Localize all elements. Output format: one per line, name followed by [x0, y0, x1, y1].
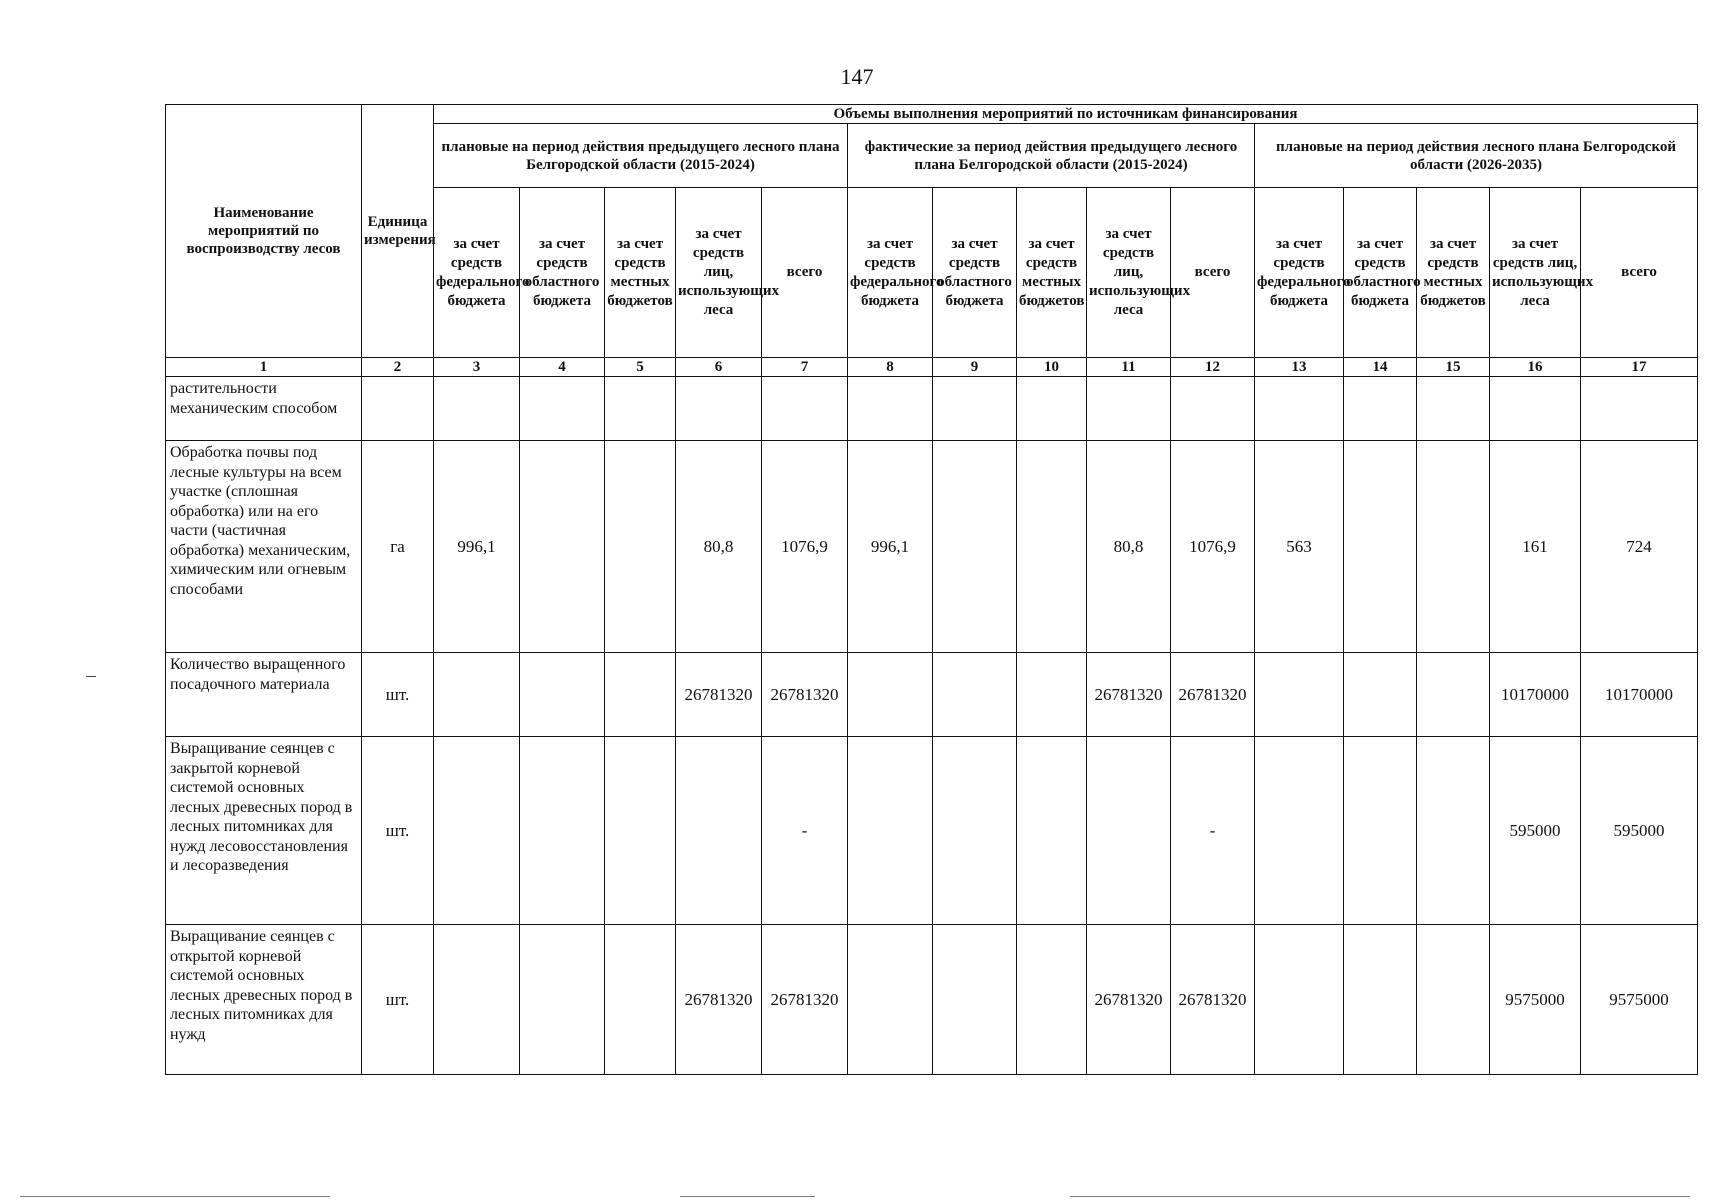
table-cell — [1490, 377, 1581, 441]
table-cell: 996,1 — [848, 441, 933, 653]
table-cell: 26781320 — [1087, 653, 1171, 737]
table-row — [166, 377, 1698, 441]
row-unit: шт. — [362, 653, 434, 737]
table-row — [166, 737, 1698, 925]
table-cell: 26781320 — [762, 925, 848, 1075]
table-cell: 161 — [1490, 441, 1581, 653]
table-cell — [520, 377, 605, 441]
column-number: 17 — [1581, 358, 1698, 377]
col-header-name: Наименование мероприятий по воспроизводству лесов — [166, 105, 362, 358]
table-cell: 26781320 — [1171, 653, 1255, 737]
table-cell — [676, 377, 762, 441]
row-unit: шт. — [362, 925, 434, 1075]
table-cell — [520, 925, 605, 1075]
row-name: Выращивание сеянцев с открытой корневой системой основных лесных древесных пород в лесных питомниках для нужд — [166, 925, 362, 1075]
group-header-actual-prev: фактические за период действия предыдущего лесного плана Белгородской области (2015-2024) — [848, 124, 1255, 188]
column-number: 3 — [434, 358, 520, 377]
table-cell: 80,8 — [1087, 441, 1171, 653]
margin-mark — [86, 676, 96, 677]
table-cell — [848, 653, 933, 737]
table-cell: 80,8 — [676, 441, 762, 653]
column-number: 15 — [1417, 358, 1490, 377]
table-cell — [1344, 377, 1417, 441]
column-number: 8 — [848, 358, 933, 377]
row-unit: шт. — [362, 737, 434, 925]
table-row — [166, 653, 1698, 737]
table-cell — [605, 441, 676, 653]
column-numbers-row — [166, 358, 1698, 377]
table-cell — [933, 441, 1017, 653]
table-cell — [605, 377, 676, 441]
table-cell: 595000 — [1581, 737, 1698, 925]
table-cell: 563 — [1255, 441, 1344, 653]
column-number: 13 — [1255, 358, 1344, 377]
row-unit — [362, 377, 434, 441]
column-number: 12 — [1171, 358, 1255, 377]
table-cell — [1017, 441, 1087, 653]
table-row — [166, 441, 1698, 653]
column-number: 16 — [1490, 358, 1581, 377]
row-name: Обработка почвы под лесные культуры на всем участке (сплошная обработка) или на его части (частичная обработка) механическим, химическим или огневым способами — [166, 441, 362, 653]
table-cell — [434, 737, 520, 925]
column-number: 1 — [166, 358, 362, 377]
table-cell — [1417, 925, 1490, 1075]
table-cell: 10170000 — [1490, 653, 1581, 737]
table-cell: 10170000 — [1581, 653, 1698, 737]
group-header-planned-prev: плановые на период действия предыдущего лесного плана Белгородской области (2015-2024) — [434, 124, 848, 188]
sub-header: всего — [1171, 188, 1255, 358]
column-number: 9 — [933, 358, 1017, 377]
table-cell: 1076,9 — [762, 441, 848, 653]
table-cell: 595000 — [1490, 737, 1581, 925]
table-cell — [933, 737, 1017, 925]
table-cell — [434, 377, 520, 441]
financing-table — [165, 104, 1698, 1075]
table-cell: - — [1171, 737, 1255, 925]
sub-header: за счет средств областного бюджета — [1344, 188, 1417, 358]
column-number: 7 — [762, 358, 848, 377]
sub-header: за счет средств федерального бюджета — [434, 188, 520, 358]
table-cell — [1344, 441, 1417, 653]
table-cell — [1171, 377, 1255, 441]
sub-header: всего — [762, 188, 848, 358]
table-cell: 724 — [1581, 441, 1698, 653]
table-cell — [762, 377, 848, 441]
column-number: 5 — [605, 358, 676, 377]
table-cell — [1255, 925, 1344, 1075]
column-number: 4 — [520, 358, 605, 377]
table-cell — [933, 653, 1017, 737]
table-cell — [520, 441, 605, 653]
sub-header: за счет средств областного бюджета — [520, 188, 605, 358]
table-cell — [605, 653, 676, 737]
table-cell: 26781320 — [1087, 925, 1171, 1075]
table-cell — [1255, 377, 1344, 441]
sub-header: за счет средств лиц, использующих леса — [1087, 188, 1171, 358]
sub-header: всего — [1581, 188, 1698, 358]
sub-header: за счет средств федерального бюджета — [1255, 188, 1344, 358]
table-cell — [605, 737, 676, 925]
column-number: 14 — [1344, 358, 1417, 377]
table-cell — [848, 925, 933, 1075]
sub-header: за счет средств местных бюджетов — [1417, 188, 1490, 358]
table-cell — [1087, 737, 1171, 925]
table-cell — [933, 925, 1017, 1075]
table-cell — [1417, 377, 1490, 441]
bottom-scan-line — [1070, 1196, 1690, 1197]
table-cell — [1017, 377, 1087, 441]
table-cell — [434, 925, 520, 1075]
table-cell — [1017, 653, 1087, 737]
table-cell — [1344, 653, 1417, 737]
table-cell — [520, 737, 605, 925]
table-cell: 1076,9 — [1171, 441, 1255, 653]
row-name: растительности механическим способом — [166, 377, 362, 441]
bottom-scan-line — [680, 1196, 815, 1197]
table-cell — [1344, 737, 1417, 925]
table-cell: 26781320 — [1171, 925, 1255, 1075]
table-cell — [1344, 925, 1417, 1075]
group-header-planned-new: плановые на период действия лесного плана Белгородской области (2026-2035) — [1255, 124, 1698, 188]
page-number: 147 — [840, 64, 874, 89]
table-cell — [1087, 377, 1171, 441]
table-row — [166, 925, 1698, 1075]
table-cell: 996,1 — [434, 441, 520, 653]
row-name: Выращивание сеянцев с закрытой корневой системой основных лесных древесных пород в лесных питомниках для нужд лесовосстановления и лесоразведения — [166, 737, 362, 925]
sub-header: за счет средств местных бюджетов — [605, 188, 676, 358]
table-cell — [520, 653, 605, 737]
sub-header: за счет средств лиц, использующих леса — [676, 188, 762, 358]
bottom-scan-line — [20, 1196, 330, 1197]
table-cell: 9575000 — [1490, 925, 1581, 1075]
column-number: 10 — [1017, 358, 1087, 377]
table-cell — [676, 737, 762, 925]
table-cell — [848, 737, 933, 925]
table-cell — [933, 377, 1017, 441]
row-name: Количество выращенного посадочного материала — [166, 653, 362, 737]
table-cell — [434, 653, 520, 737]
sub-header: за счет средств федерального бюджета — [848, 188, 933, 358]
column-number: 6 — [676, 358, 762, 377]
sub-header: за счет средств местных бюджетов — [1017, 188, 1087, 358]
table-body — [166, 377, 1698, 1075]
table-cell — [1417, 441, 1490, 653]
table-cell: - — [762, 737, 848, 925]
sub-header: за счет средств лиц, использующих леса — [1490, 188, 1581, 358]
table-cell — [1255, 653, 1344, 737]
table-cell — [848, 377, 933, 441]
table-cell: 26781320 — [676, 925, 762, 1075]
table-cell — [1417, 653, 1490, 737]
col-header-unit: Единица измерения — [362, 105, 434, 358]
volumes-title: Объемы выполнения мероприятий по источникам финансирования — [434, 105, 1698, 124]
table-cell — [1017, 737, 1087, 925]
table-cell — [1017, 925, 1087, 1075]
sub-header: за счет средств областного бюджета — [933, 188, 1017, 358]
column-number: 2 — [362, 358, 434, 377]
table-cell: 9575000 — [1581, 925, 1698, 1075]
table-cell: 26781320 — [762, 653, 848, 737]
row-unit: га — [362, 441, 434, 653]
column-number: 11 — [1087, 358, 1171, 377]
table-cell — [1581, 377, 1698, 441]
table-cell — [1417, 737, 1490, 925]
table-cell: 26781320 — [676, 653, 762, 737]
table-cell — [1255, 737, 1344, 925]
table-cell — [605, 925, 676, 1075]
